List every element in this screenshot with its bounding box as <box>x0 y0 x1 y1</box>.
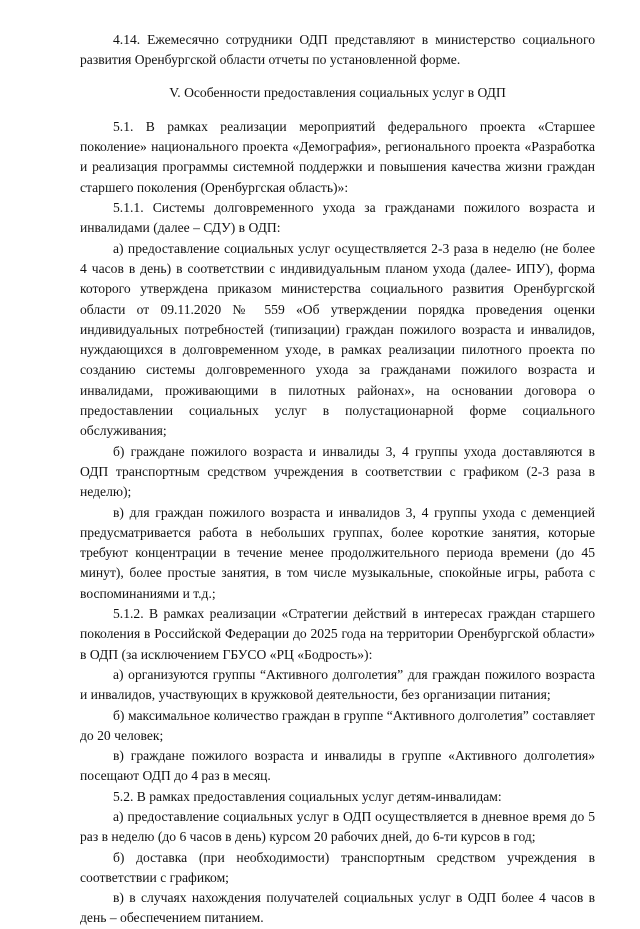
document-page <box>80 30 595 929</box>
paragraph-5-1-1: 5.1.1. Системы долговременного ухода за гражданами пожилого возраста и инвалидами (далее – СДУ) в ОДП: <box>80 200 595 236</box>
paragraph-5-1-2-a: а) организуются группы “Активного долголетия” для граждан пожилого возраста и инвалидов, участвующих в кружковой деятельности, без организации питания; <box>80 666 595 703</box>
paragraph-5-1-1-a: а) предоставление социальных услуг осуществляется 2-3 раза в неделю (не более 4 часов в день) в соответствии с индивидуальным планом ухода (далее- ИПУ), форма которого утверждена приказом министерства социального развития Оренбургской области от 09.11.2020 № 559 «Об утверждении порядка проведения оценки индивидуальных потребностей (типизации) граждан пожилого возраста и инвалидов, нуждающихся в долговременном уходе, в рамках реализации пилотного проекта по созданию системы долговременного ухода за гражданами пожилого возраста и инвалидами, проживающими в пилотных районах», на основании договора о предоставлении социальных услуг в полустационарной форме социального обслуживания; <box>80 240 595 439</box>
paragraph-5-1-2-b: б) максимальное количество граждан в группе “Активного долголетия” составляет до 20 человек; <box>80 707 595 743</box>
paragraph-5-1-1-b: б) граждане пожилого возраста и инвалиды 3, 4 группы ухода доставляются в ОДП транспортным средством учреждения в соответствии с графиком (2-3 раза в неделю); <box>80 443 595 500</box>
paragraph-5-2: 5.2. В рамках предоставления социальных услуг детям-инвалидам: <box>113 788 502 804</box>
paragraph-5-1-1-v: в) для граждан пожилого возраста и инвалидов 3, 4 группы ухода с деменцией предусматривается работа в небольших группах, более короткие занятия, которые требуют концентрации в течение менее продолжительного периода времени (до 45 минут), более простые занятия, в том числе музыкальные, спокойные игры, работа с воспоминаниями и т.д.; <box>80 504 595 601</box>
paragraph-4-14: 4.14. Ежемесячно сотрудники ОДП представляют в министерство социального развития Оренбургской области отчеты по установленной форме. <box>80 32 595 68</box>
paragraph-5-1-2: 5.1.2. В рамках реализации «Стратегии действий в интересах граждан старшего поколения в Российской Федерации до 2025 года на территории Оренбургской области» в ОДП (за исключением ГБУСО «РЦ «Бодрость»): <box>80 606 595 662</box>
paragraph-5-2-a: а) предоставление социальных услуг в ОДП осуществляется в дневное время до 5 раз в неделю (до 6 часов в день) курсом 20 рабочих дней, до 6-ти курсов в год; <box>80 808 595 845</box>
paragraph-5-1: 5.1. В рамках реализации мероприятий федерального проекта «Старшее поколение» национального проекта «Демография», регионального проекта «Разработка и реализация программы системной поддержки и повышения качества жизни граждан старшего поколения (Оренбургская область)»: <box>80 118 595 195</box>
paragraph-5-2-v: в) в случаях нахождения получателей социальных услуг в ОДП более 4 часов в день – обеспечением питанием. <box>80 890 595 926</box>
paragraph-5-2-b: б) доставка (при необходимости) транспортным средством учреждения в соответствии с графиком; <box>80 849 595 885</box>
section-heading: V. Особенности предоставления социальных услуг в ОДП <box>169 84 506 100</box>
paragraph-5-1-2-v: в) граждане пожилого возраста и инвалиды в группе «Активного долголетия» посещают ОДП до 4 раз в месяц. <box>80 748 595 784</box>
